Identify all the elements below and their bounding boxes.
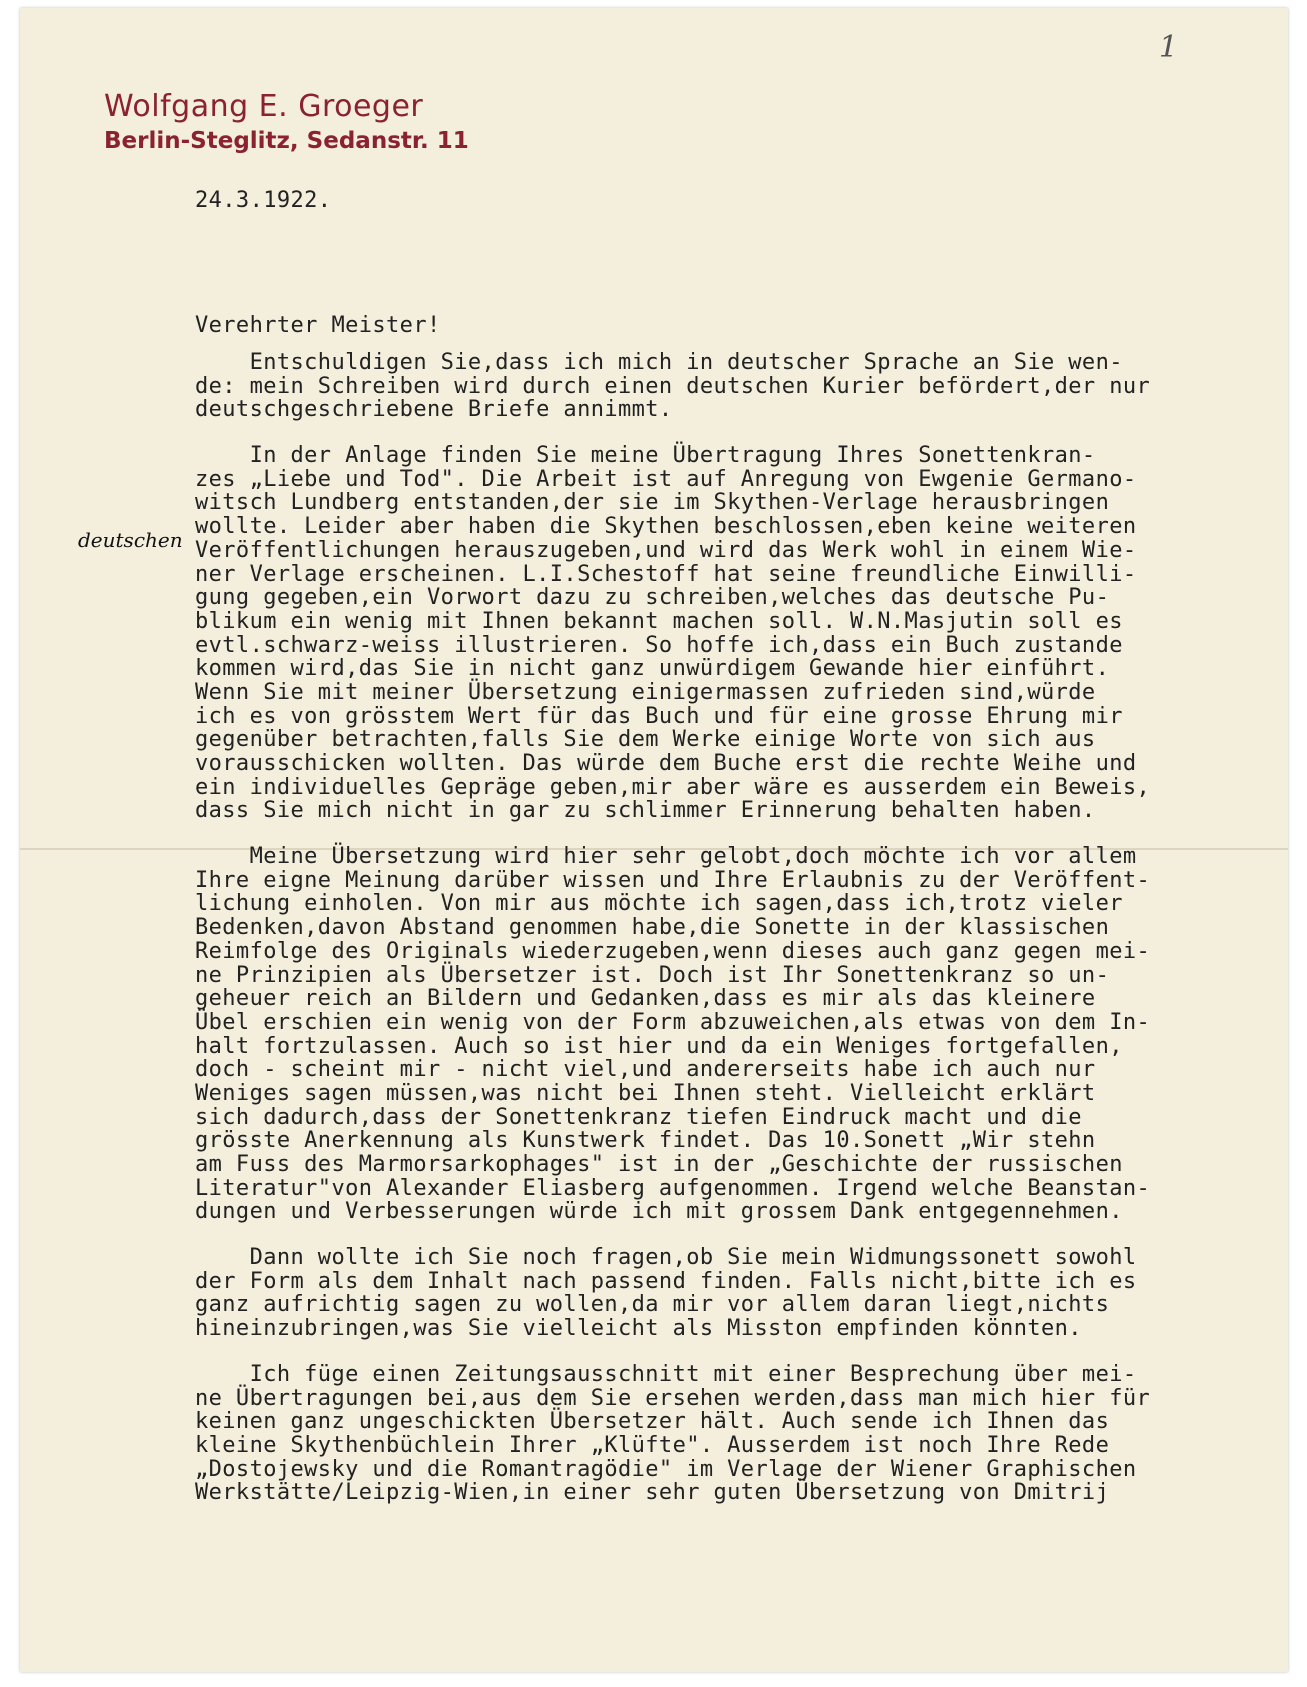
text-line: zes „Liebe und Tod". Die Arbeit ist auf Anregung von Ewgenie Germano- (195, 466, 1137, 492)
text-line: halt fortzulassen. Auch so ist hier und da ein Weniges fortgefallen, (195, 1033, 1123, 1059)
paragraph (195, 1246, 1285, 1341)
text-line: ich es von grösstem Wert für das Buch und für eine grosse Ehrung mir (195, 703, 1123, 729)
text-line: In der Anlage finden Sie meine Übertragung Ihres Sonettenkran- (195, 443, 1096, 469)
letter-page (20, 8, 1288, 1672)
text-line: keinen ganz ungeschickten Übersetzer hält. Auch sende ich Ihnen das (195, 1409, 1110, 1435)
text-line: ein individuelles Gepräge geben,mir aber wäre es ausserdem ein Beweis, (195, 774, 1151, 800)
text-line: Ihre eigne Meinung darüber wissen und Ihre Erlaubnis zu der Veröffent- (195, 867, 1151, 893)
text-line: am Fuss des Marmorsarkophages" ist in der „Geschichte der russischen (195, 1152, 1123, 1177)
text-line: witsch Lundberg entstanden,der sie im Skythen-Verlage herausbringen (195, 490, 1110, 516)
text-line: lichung einholen. Von mir aus möchte ich sagen,dass ich,trotz vieler (195, 891, 1123, 917)
text-line: de: mein Schreiben wird durch einen deutschen Kurier befördert,der nur (195, 373, 1151, 399)
text-line: Übel erschien ein wenig von der Form abzuweichen,als etwas von dem In- (195, 1009, 1151, 1035)
letterhead-stamp (104, 88, 469, 156)
text-line: kleine Skythenbüchlein Ihrer „Klüfte". Ausserdem ist noch Ihre Rede (195, 1432, 1110, 1458)
letterhead-name: Wolfgang E. Groeger (104, 89, 424, 124)
text-line: Reimfolge des Originals wiederzugeben,wenn dieses auch ganz gegen mei- (195, 938, 1151, 964)
salutation: Verehrter Meister! (195, 313, 441, 338)
paragraph (195, 351, 1285, 422)
text-line: Dann wollte ich Sie noch fragen,ob Sie mein Widmungssonett sowohl (195, 1245, 1137, 1271)
text-line: ne Prinzipien als Übersetzer ist. Doch ist Ihr Sonettenkranz so un- (195, 962, 1110, 988)
text-line: evtl.schwarz-weiss illustrieren. So hoffe ich,dass ein Buch zustande (195, 632, 1123, 658)
text-line: blikum ein wenig mit Ihnen bekannt machen soll. W.N.Masjutin soll es (195, 608, 1123, 634)
text-line: dungen und Verbesserungen würde ich mit grossem Dank entgegennehmen. (195, 1199, 1123, 1225)
text-line: hineinzubringen,was Sie vielleicht als Misston empfinden könnten. (195, 1316, 1082, 1342)
text-line: Werkstätte/Leipzig-Wien,in einer sehr guten Übersetzung von Dmitrij (195, 1480, 1110, 1506)
handwritten-margin-note: deutschen (78, 528, 183, 552)
text-line: vorausschicken wollten. Das würde dem Buche erst die rechte Weihe und (195, 751, 1137, 776)
text-line: Weniges sagen müssen,was nicht bei Ihnen steht. Vielleicht erklärt (195, 1080, 1096, 1106)
text-line: Bedenken,davon Abstand genommen habe,die Sonette in der klassischen (195, 915, 1110, 941)
text-line: Meine Übersetzung wird hier sehr gelobt,doch möchte ich vor allem (195, 844, 1137, 870)
text-line: grösste Anerkennung als Kunstwerk findet. Das 10.Sonett „Wir stehn (195, 1128, 1096, 1154)
text-line: der Form als dem Inhalt nach passend finden. Falls nicht,bitte ich es (195, 1268, 1137, 1294)
text-line: „Dostojewsky und die Romantragödie" im Verlage der Wiener Graphischen (195, 1456, 1137, 1482)
text-line: Entschuldigen Sie,dass ich mich in deutscher Sprache an Sie wen- (195, 350, 1123, 375)
text-line: Ich füge einen Zeitungsausschnitt mit einer Besprechung über mei- (195, 1361, 1137, 1387)
text-line: ner Verlage erscheinen. L.I.Schestoff hat seine freundliche Einwilli- (195, 561, 1137, 587)
paragraph (195, 845, 1285, 1224)
paragraph (195, 444, 1285, 823)
text-line: Wenn Sie mit meiner Übersetzung einigermassen zufrieden sind,würde (195, 679, 1096, 705)
letter-date: 24.3.1922. (195, 188, 332, 213)
text-line: wollte. Leider aber haben die Skythen beschlossen,eben keine weiteren (195, 514, 1137, 540)
text-line: ne Übertragungen bei,aus dem Sie ersehen werden,dass man mich hier für (195, 1385, 1151, 1411)
letterhead-address: Berlin-Steglitz, Sedanstr. 11 (104, 128, 469, 154)
text-line: gung gegeben,ein Vorwort dazu zu schreiben,welches das deutsche Pu- (195, 585, 1110, 611)
text-line: sich dadurch,dass der Sonettenkranz tiefen Eindruck macht und die (195, 1104, 1082, 1130)
text-line: dass Sie mich nicht in gar zu schlimmer Erinnerung behalten haben. (195, 798, 1096, 824)
text-line: Veröffentlichungen herauszugeben,und wird das Werk wohl in einem Wie- (195, 537, 1137, 563)
text-line: Literatur"von Alexander Eliasberg aufgenommen. Irgend welche Beanstan- (195, 1175, 1151, 1201)
page-number: 1 (1158, 30, 1178, 65)
letter-body (195, 351, 1285, 1527)
text-line: doch - scheint mir - nicht viel,und andererseits habe ich auch nur (195, 1057, 1096, 1083)
paragraph (195, 1363, 1285, 1505)
text-line: geheuer reich an Bildern und Gedanken,dass es mir als das kleinere (195, 986, 1096, 1012)
text-line: deutschgeschriebene Briefe annimmt. (195, 397, 673, 423)
text-line: gegenüber betrachten,falls Sie dem Werke einige Worte von sich aus (195, 727, 1096, 753)
text-line: kommen wird,das Sie in nicht ganz unwürdigem Gewande hier einführt. (195, 656, 1110, 682)
text-line: ganz aufrichtig sagen zu wollen,da mir vor allem daran liegt,nichts (195, 1292, 1110, 1318)
